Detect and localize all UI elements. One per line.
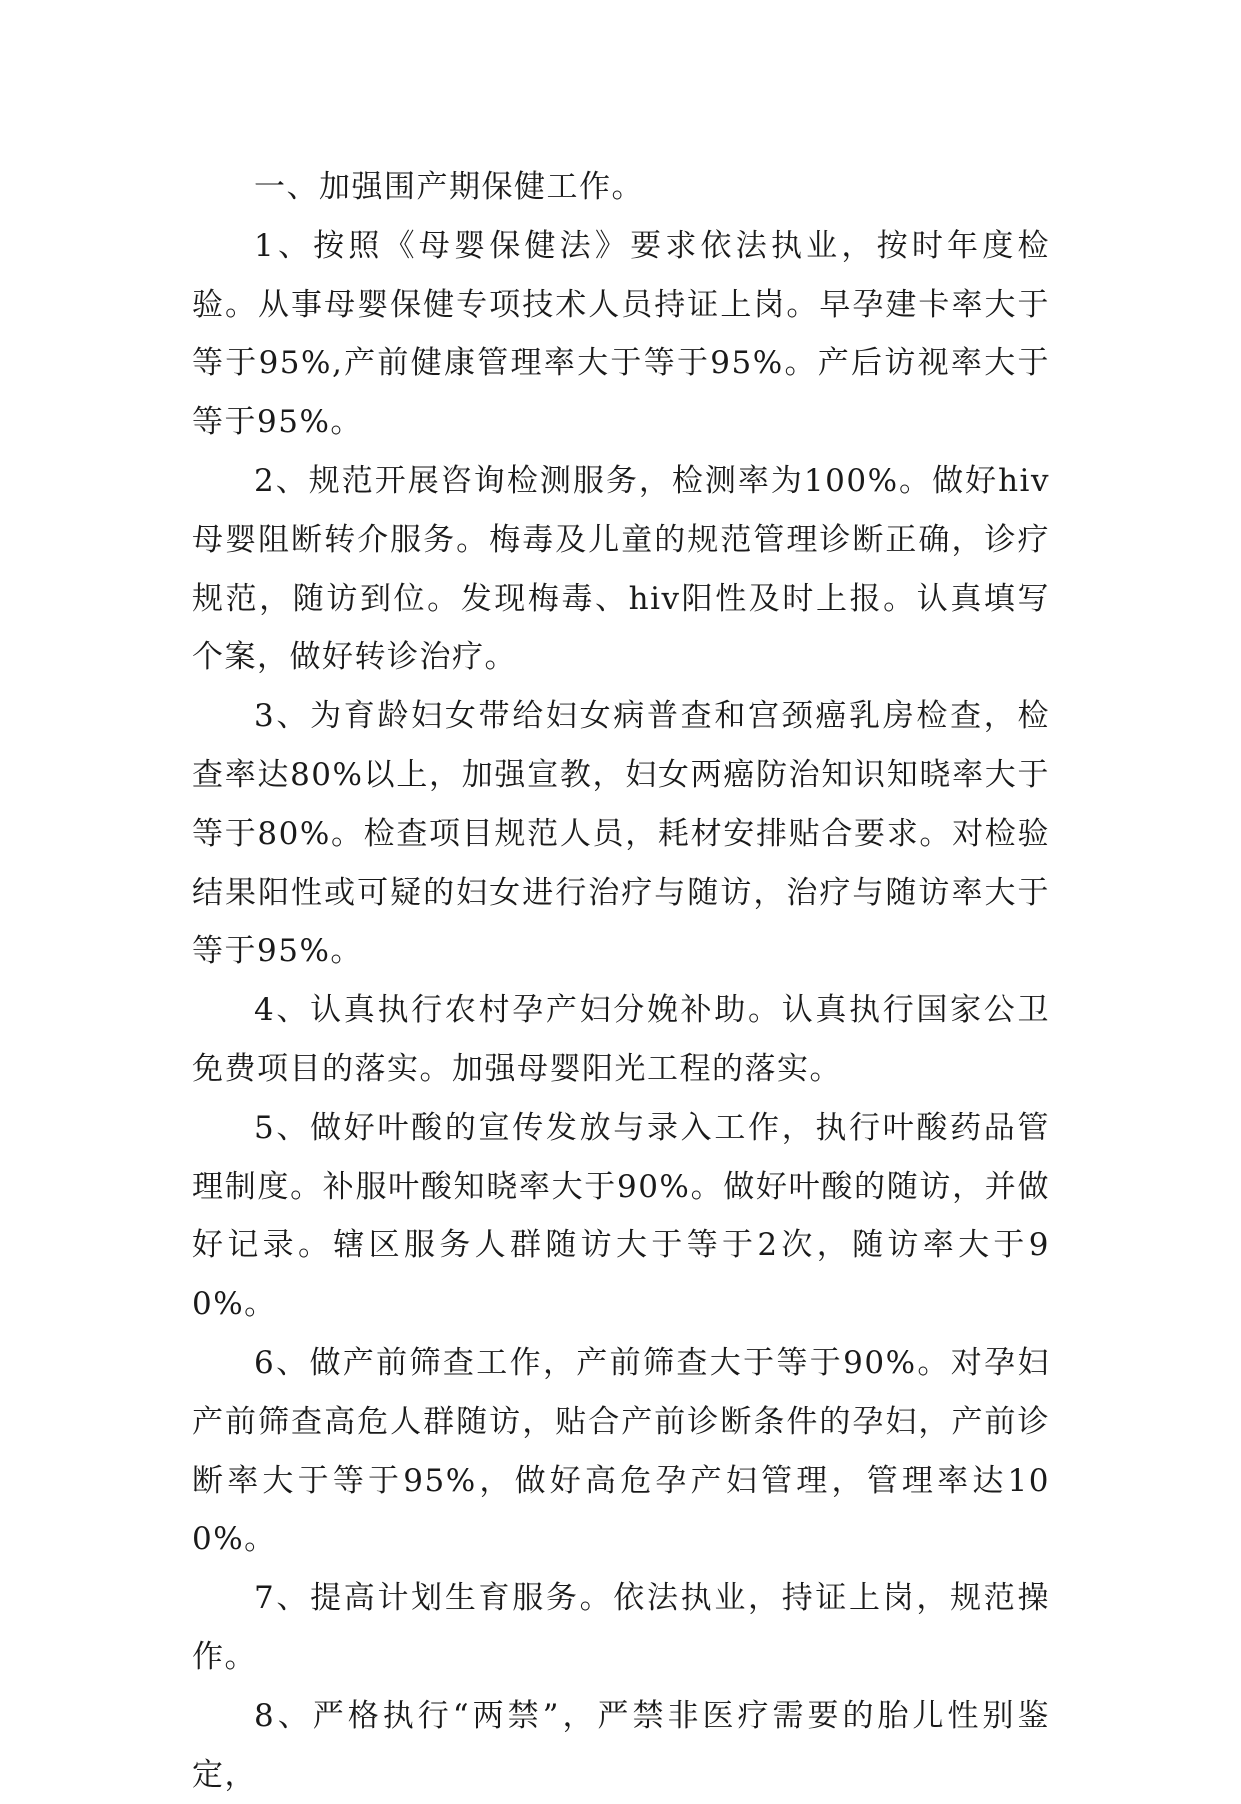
- paragraph-item-8: 8、严格执行“两禁”，严禁非医疗需要的胎儿性别鉴定，: [192, 1697, 1050, 1793]
- paragraph-item-2: 2、规范开展咨询检测服务，检测率为100%。做好hiv母婴阻断转介服务。梅毒及儿童的规范管理诊断正确，诊疗规范，随访到位。发现梅毒、hiv阳性及时上报。认真填写个案，做好转诊治疗。: [192, 462, 1050, 676]
- paragraph-item-7: 7、提高计划生育服务。依法执业，持证上岗，规范操作。: [192, 1580, 1050, 1675]
- document-body: [192, 158, 1050, 1804]
- paragraph-item-3: 3、为育龄妇女带给妇女病普查和宫颈癌乳房检查，检查率达80%以上，加强宣教，妇女两癌防治知识知晓率大于等于80%。检查项目规范人员，耗材安排贴合要求。对检验结果阳性或可疑的妇女进行治疗与随访，治疗与随访率大于等于95%。: [192, 698, 1050, 970]
- section-heading: 一、加强围产期保健工作。: [254, 169, 644, 205]
- paragraph-item-1: 1、按照《母婴保健法》要求依法执业，按时年度检验。从事母婴保健专项技术人员持证上岗。早孕建卡率大于等于95%,产前健康管理率大于等于95%。产后访视率大于等于95%。: [192, 227, 1050, 441]
- paragraph-item-5: 5、做好叶酸的宣传发放与录入工作，执行叶酸药品管理制度。补服叶酸知晓率大于90%。做好叶酸的随访，并做好记录。辖区服务人群随访大于等于2次，随访率大于90%。: [192, 1109, 1050, 1323]
- paragraph-item-4: 4、认真执行农村孕产妇分娩补助。认真执行国家公卫免费项目的落实。加强母婴阳光工程的落实。: [192, 992, 1050, 1087]
- paragraph-item-6: 6、做产前筛查工作，产前筛查大于等于90%。对孕妇产前筛查高危人群随访，贴合产前诊断条件的孕妇，产前诊断率大于等于95%，做好高危孕产妇管理，管理率达100%。: [192, 1344, 1050, 1558]
